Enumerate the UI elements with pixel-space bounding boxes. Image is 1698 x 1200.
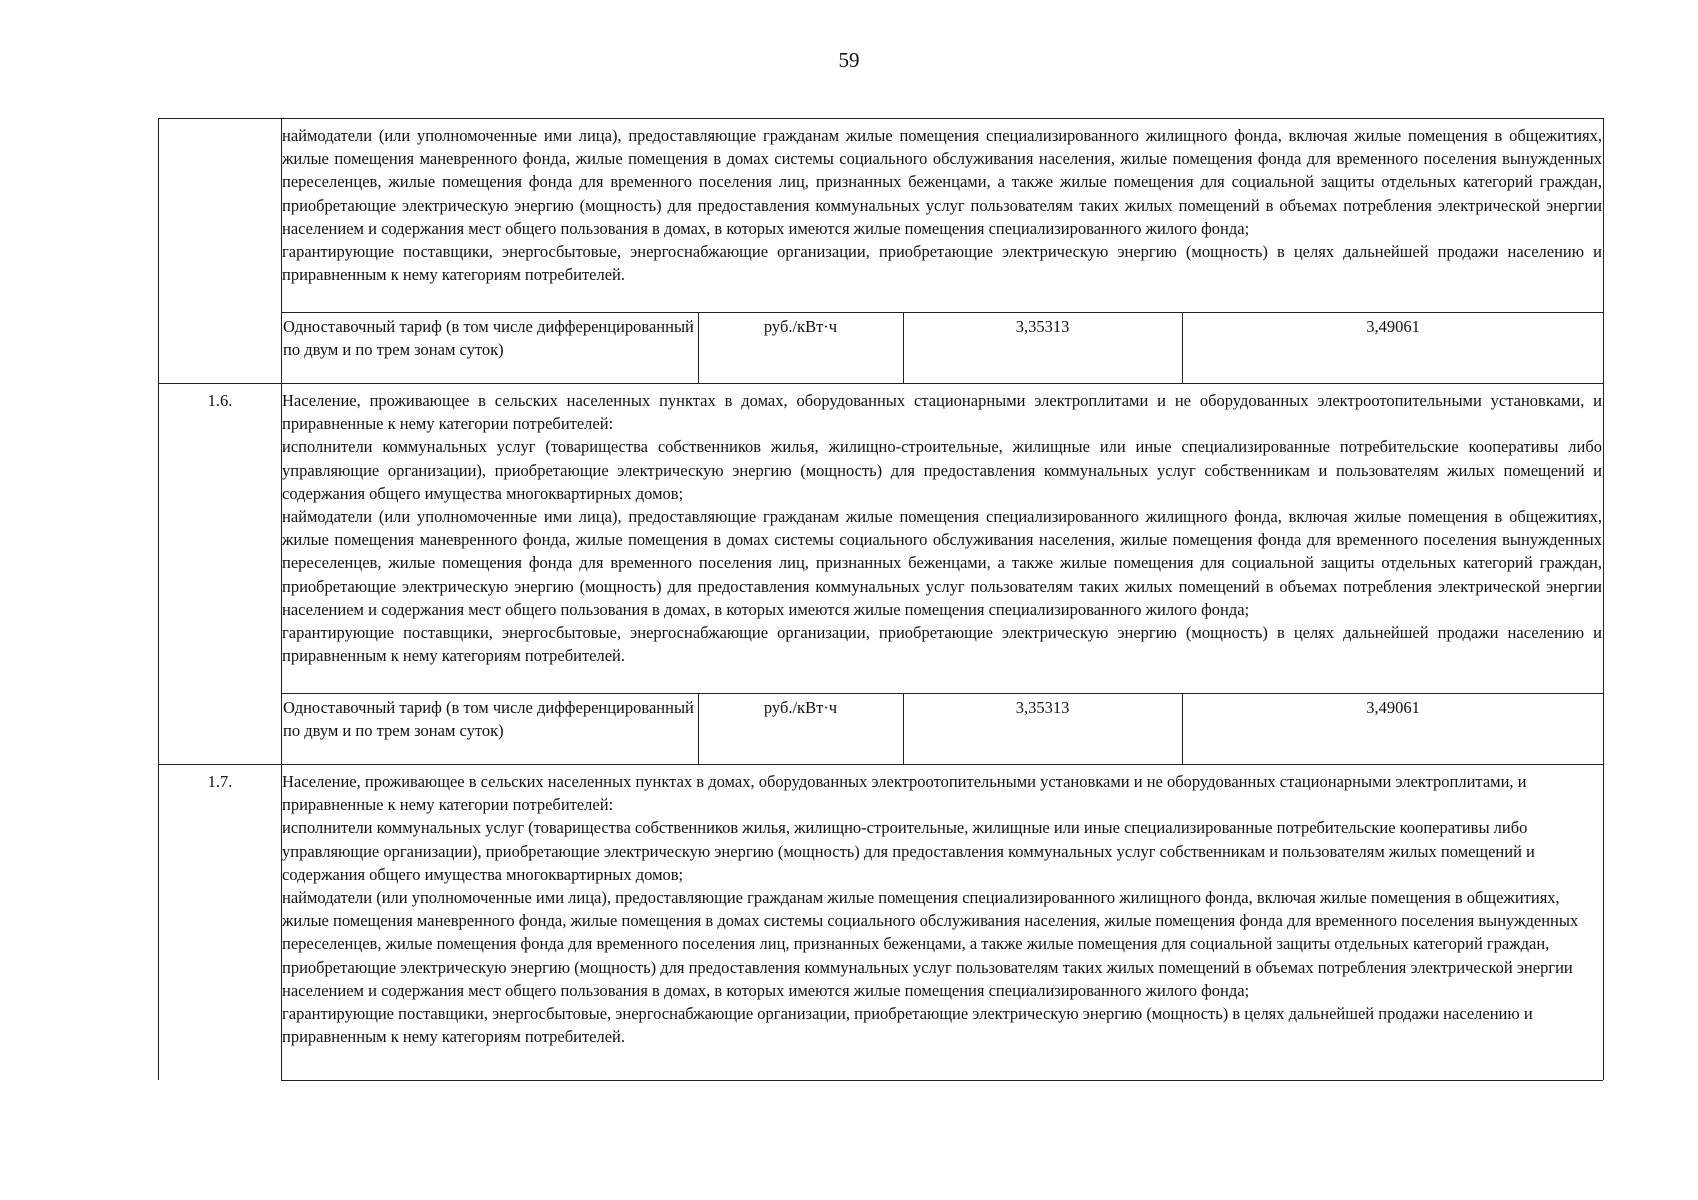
paragraph: гарантирующие поставщики, энергосбытовые, энергоснабжающие организации, приобретающие электрическую энергию (мощность) в целях дальнейшей продажи населению и приравненным к нему категориям потребителей. <box>282 242 1602 285</box>
row-number: 1.7. <box>207 772 233 791</box>
tariff-value-2: 3,49061 <box>1366 317 1420 336</box>
paragraph: наймодатели (или уполномоченные ими лица), предоставляющие гражданам жилые помещения специализированного жилищного фонда, включая жилые помещения в общежитиях, жилые помещения маневренного фонда, жилые помещения в домах системы социального обслуживания населения, жилые помещения фонда для временного поселения вынужденных переселенцев, жилые помещения фонда для временного поселения лиц, признанных беженцами, а также жилые помещения для социальной защиты отдельных категорий граждан, приобретающие электрическую энергию (мощность) для предоставления коммунальных услуг пользователям таких жилых помещений в объемах потребления электрической энергии населением и содержания мест общего пользования в домах, в которых имеются жилые помещения специализированного жилого фонда; <box>282 126 1602 238</box>
row-number: 1.6. <box>207 391 233 410</box>
table-left-border <box>158 118 159 1080</box>
row-cont-description <box>282 124 1602 286</box>
row-17-description <box>282 770 1594 1048</box>
paragraph: гарантирующие поставщики, энергосбытовые, энергоснабжающие организации, приобретающие электрическую энергию (мощность) в целях дальнейшей продажи населению и приравненным к нему категориям потребителей. <box>282 623 1602 666</box>
value-cell-divider <box>1182 693 1183 764</box>
tariff-unit: руб./кВт·ч <box>763 698 838 717</box>
paragraph: Население, проживающее в сельских населенных пунктах в домах, оборудованных стационарными электроплитами и не оборудованных электроотопительными установками, и приравненные к нему категории потребителей: <box>282 391 1602 434</box>
row-divider <box>281 312 1603 313</box>
paragraph: исполнители коммунальных услуг (товарищества собственников жилья, жилищно-строительные, жилищные или иные специализированные потребительские кооперативы либо управляющие организации), приобретающие электрическую энергию (мощность) для предоставления коммунальных услуг собственникам и пользователям жилых помещений и содержания общего имущества многоквартирных домов; <box>282 437 1602 503</box>
unit-cell-divider <box>903 693 904 764</box>
tariff-value-1: 3,35313 <box>1015 317 1070 336</box>
row-divider <box>281 693 1603 694</box>
paragraph: Население, проживающее в сельских населенных пунктах в домах, оборудованных электроотопительными установками и не оборудованных стационарными электроплитами, и приравненные к нему категории потребителей: <box>282 772 1527 815</box>
value-cell-divider <box>1182 312 1183 383</box>
table-top-border <box>158 118 1604 119</box>
tariff-cell-divider <box>698 312 699 383</box>
paragraph: наймодатели (или уполномоченные ими лица), предоставляющие гражданам жилые помещения специализированного жилищного фонда, включая жилые помещения в общежитиях, жилые помещения маневренного фонда, жилые помещения в домах системы социального обслуживания населения, жилые помещения фонда для временного поселения вынужденных переселенцев, жилые помещения фонда для временного поселения лиц, признанных беженцами, а также жилые помещения для социальной защиты отдельных категорий граждан, приобретающие электрическую энергию (мощность) для предоставления коммунальных услуг пользователям таких жилых помещений в объемах потребления электрической энергии населением и содержания мест общего пользования в домах, в которых имеются жилые помещения специализированного жилого фонда; <box>282 888 1579 1000</box>
page-number: 59 <box>838 48 860 72</box>
tariff-unit: руб./кВт·ч <box>763 317 838 336</box>
table-bottom-border <box>281 1080 1603 1081</box>
tariff-cell-divider <box>698 693 699 764</box>
row-divider <box>158 383 1604 384</box>
table-right-border <box>1603 118 1604 1080</box>
paragraph: гарантирующие поставщики, энергосбытовые, энергоснабжающие организации, приобретающие электрическую энергию (мощность) в целях дальнейшей продажи населению и приравненным к нему категориям потребителей. <box>282 1004 1533 1047</box>
tariff-value-1: 3,35313 <box>1015 698 1070 717</box>
unit-cell-divider <box>903 312 904 383</box>
tariff-name: Одноставочный тариф (в том числе дифференцированный по двум и по трем зонам суток) <box>283 317 694 360</box>
row-16-description <box>282 389 1602 667</box>
tariff-name: Одноставочный тариф (в том числе дифференцированный по двум и по трем зонам суток) <box>283 698 694 741</box>
paragraph: наймодатели (или уполномоченные ими лица), предоставляющие гражданам жилые помещения специализированного жилищного фонда, включая жилые помещения в общежитиях, жилые помещения маневренного фонда, жилые помещения в домах системы социального обслуживания населения, жилые помещения фонда для временного поселения вынужденных переселенцев, жилые помещения фонда для временного поселения лиц, признанных беженцами, а также жилые помещения для социальной защиты отдельных категорий граждан, приобретающие электрическую энергию (мощность) для предоставления коммунальных услуг пользователям таких жилых помещений в объемах потребления электрической энергии населением и содержания мест общего пользования в домах, в которых имеются жилые помещения специализированного жилого фонда; <box>282 507 1602 619</box>
tariff-value-2: 3,49061 <box>1366 698 1420 717</box>
row-divider <box>158 764 1604 765</box>
paragraph: исполнители коммунальных услуг (товарищества собственников жилья, жилищно-строительные, жилищные или иные специализированные потребительские кооперативы либо управляющие организации), приобретающие электрическую энергию (мощность) для предоставления коммунальных услуг собственникам и пользователям жилых помещений и содержания общего имущества многоквартирных домов; <box>282 818 1535 884</box>
